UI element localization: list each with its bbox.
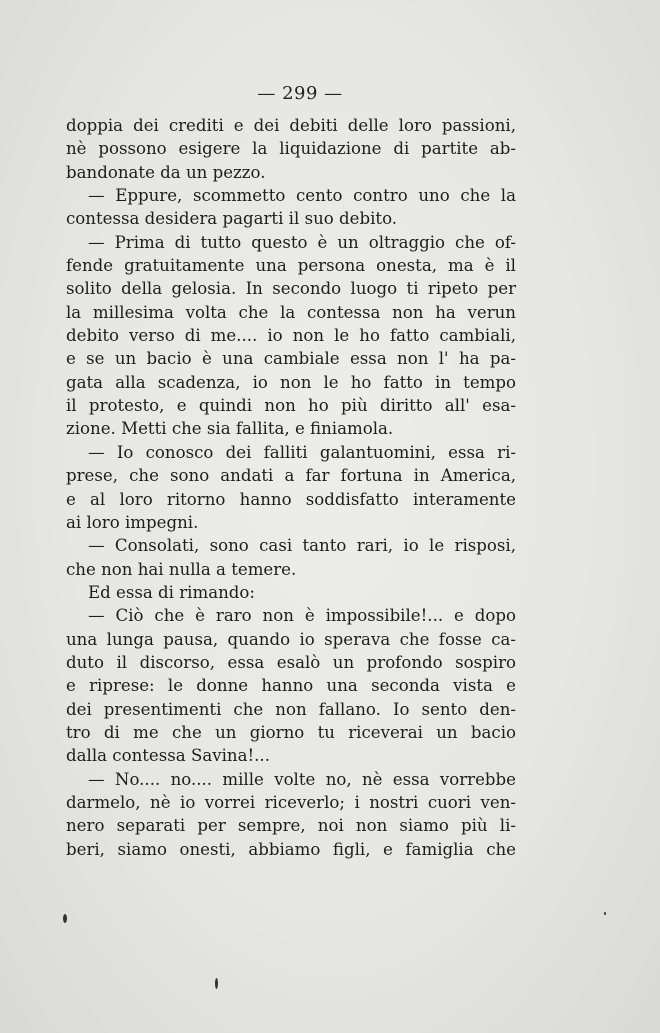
page-number: — 299 —	[257, 83, 343, 104]
text-line: — Consolati, sono casi tanto rari, io le risposi,	[88, 536, 516, 556]
text-line: zione. Metti che sia fallita, e finiamola.	[66, 419, 394, 439]
text-line: tro di me che un giorno tu riceverai un bacio	[66, 722, 516, 742]
text-line: beri, siamo onesti, abbiamo figli, e famiglia che	[66, 839, 516, 859]
text-line: duto il discorso, essa esalò un profondo sospiro	[66, 652, 516, 672]
text-line: gata alla scadenza, io non le ho fatto in tempo	[66, 372, 516, 392]
text-line: che non hai nulla a temere.	[66, 559, 297, 579]
text-line: la millesima volta che la contessa non ha verun	[66, 302, 516, 322]
text-line: e riprese: le donne hanno una seconda vista e	[66, 676, 516, 696]
text-line: bandonate da un pezzo.	[66, 162, 266, 182]
text-line: — Prima di tutto questo è un oltraggio che of-	[88, 232, 516, 252]
text-line: — No.... no.... mille volte no, nè essa vorrebbe	[88, 769, 516, 789]
scan-speck	[604, 912, 606, 915]
text-line: — Ciò che è raro non è impossibile!... e dopo	[88, 606, 516, 626]
text-line: solito della gelosia. In secondo luogo ti ripeto per	[66, 279, 516, 299]
text-line: nè possono esigere la liquidazione di partite ab-	[66, 139, 516, 159]
text-line: nero separati per sempre, noi non siamo più li-	[66, 816, 516, 836]
text-line: dalla contessa Savina!...	[66, 746, 270, 766]
text-line: debito verso di me.... io non le ho fatto cambiali,	[66, 326, 516, 346]
text-line: una lunga pausa, quando io sperava che fosse ca-	[66, 629, 516, 649]
text-line: fende gratuitamente una persona onesta, ma è il	[66, 256, 516, 276]
text-line: — Eppure, scommetto cento contro uno che la	[88, 186, 516, 206]
text-line: dei presentimenti che non fallano. Io sento den-	[66, 699, 516, 719]
text-line: darmelo, nè io vorrei riceverlo; i nostri cuori ven-	[66, 792, 516, 812]
text-line: doppia dei crediti e dei debiti delle loro passioni,	[66, 116, 516, 135]
text-line: e al loro ritorno hanno soddisfatto interamente	[66, 489, 516, 509]
scan-speck	[215, 978, 218, 989]
text-line: prese, che sono andati a far fortuna in America,	[66, 466, 516, 486]
body-text	[66, 114, 516, 861]
text-line: — Io conosco dei falliti galantuomini, essa ri-	[88, 442, 516, 462]
text-line: e se un bacio è una cambiale essa non l' ha pa-	[66, 349, 516, 369]
text-line: il protesto, e quindi non ho più diritto all' esa-	[66, 396, 516, 416]
scan-speck	[63, 914, 67, 923]
text-line: contessa desidera pagarti il suo debito.	[66, 209, 398, 229]
text-line: Ed essa di rimando:	[88, 582, 255, 602]
text-line: ai loro impegni.	[66, 512, 199, 532]
